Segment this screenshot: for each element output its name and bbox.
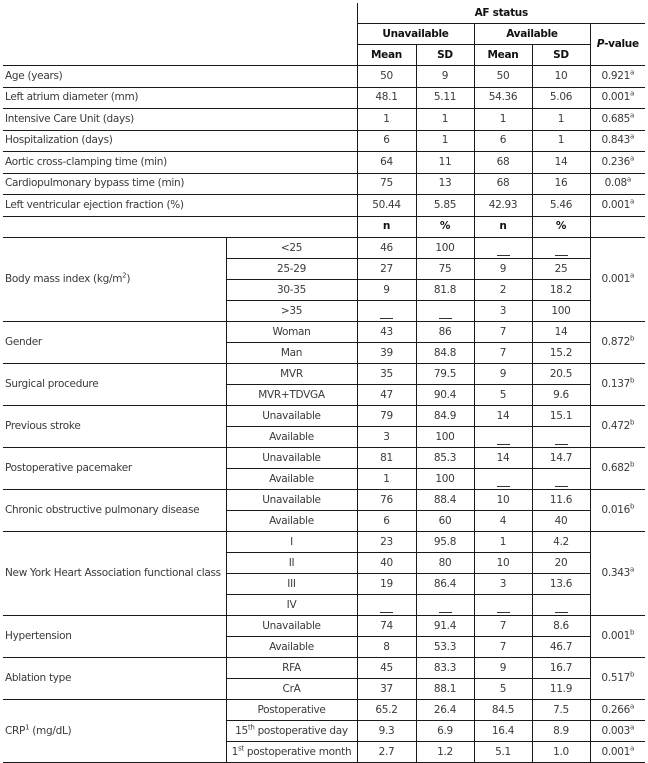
p-value-cell [590, 238, 645, 322]
table-row [3, 66, 645, 88]
p-value: 0.921 [601, 69, 631, 82]
value-cell-a-n: 5.1 [474, 742, 532, 763]
group-label [3, 238, 226, 322]
dash-mark [380, 611, 393, 613]
unavailable-pct-header: % [416, 216, 474, 238]
p-value: 0.016 [601, 504, 630, 516]
group-label-text: Body mass index (kg/m [5, 273, 123, 285]
value-cell-a-pct: 20.5 [532, 364, 590, 385]
value-cell-u-n: 76 [357, 490, 416, 511]
value-cell-u-n: 74 [357, 616, 416, 637]
group-label-text: Surgical procedure [5, 378, 99, 390]
value-cell-u-pct: 86 [416, 322, 474, 343]
value-cell-a-pct: 40 [532, 511, 590, 532]
value-cell-a-n: 7 [474, 322, 532, 343]
value-cell-a-n: 1 [474, 532, 532, 553]
value-cell-u-sd: 5.11 [416, 87, 474, 109]
value-cell-u-pct: 26.4 [416, 700, 474, 721]
p-value: 0.682 [601, 462, 630, 474]
p-value-footnote: a [626, 175, 631, 184]
count-header-row [3, 216, 645, 238]
value-cell-a-pct: 100 [532, 301, 590, 322]
row-label: Aortic cross-clamping time (min) [3, 152, 357, 174]
sub-label: II [226, 553, 357, 574]
value-cell-u-n: 1 [357, 469, 416, 490]
p-value-footnote: b [629, 418, 635, 427]
value-cell-a-n: 3 [474, 574, 532, 595]
group-label-superscript: 1 [25, 723, 30, 731]
sub-label: Woman [226, 322, 357, 343]
sub-label: Unavailable [226, 616, 357, 637]
p-value: 0.003 [601, 724, 631, 737]
value-cell-a-mean: 54.36 [474, 87, 532, 109]
p-value: 0.001 [601, 745, 631, 758]
sub-label: <25 [226, 238, 357, 259]
sub-label: MVR [226, 364, 357, 385]
value-cell-u-sd: 5.85 [416, 195, 474, 217]
pvalue-rest: -value [604, 38, 639, 50]
p-value-footnote: a [630, 132, 635, 141]
value-cell-u-n: 47 [357, 385, 416, 406]
sub-label-ordinal: st [238, 744, 244, 752]
value-cell-a-sd: 16 [532, 173, 590, 195]
sub-label: Available [226, 637, 357, 658]
sub-label: Unavailable [226, 448, 357, 469]
value-cell-u-sd: 13 [416, 173, 474, 195]
table-row [3, 238, 645, 259]
sub-label [226, 742, 357, 763]
sub-label: Unavailable [226, 406, 357, 427]
p-value-footnote: b [629, 460, 635, 469]
p-value-footnote: a [630, 565, 635, 574]
value-cell-u-pct: 1.2 [416, 742, 474, 763]
value-cell-a-n [474, 238, 532, 259]
value-cell-a-n: 14 [474, 448, 532, 469]
p-value-cell [590, 658, 645, 700]
table-row [3, 658, 645, 679]
p-value-footnote: a [630, 89, 635, 98]
value-cell-a-sd: 1 [532, 130, 590, 152]
value-cell-u-n: 27 [357, 259, 416, 280]
p-value-footnote: b [629, 502, 635, 511]
value-cell-u-pct: 100 [416, 469, 474, 490]
dash-mark [380, 317, 393, 319]
value-cell-a-pct: 14.7 [532, 448, 590, 469]
p-value: 0.001 [601, 630, 630, 642]
value-cell-a-pct [532, 469, 590, 490]
sub-label: 25-29 [226, 259, 357, 280]
sub-label-ordinal: th [247, 723, 255, 731]
sub-label [226, 700, 357, 721]
value-cell-a-n: 5 [474, 679, 532, 700]
value-cell-u-sd: 1 [416, 130, 474, 152]
p-value-cell [590, 700, 645, 721]
p-value-footnote: a [630, 197, 635, 206]
value-cell-a-n: 9 [474, 364, 532, 385]
value-cell-u-n: 9 [357, 280, 416, 301]
value-cell-a-n [474, 469, 532, 490]
dash-mark [497, 443, 510, 445]
value-cell-u-n [357, 301, 416, 322]
table-row [3, 130, 645, 152]
value-cell-u-pct: 84.8 [416, 343, 474, 364]
p-value-cell [590, 109, 645, 131]
value-cell-a-pct: 15.2 [532, 343, 590, 364]
value-cell-u-n: 2.7 [357, 742, 416, 763]
value-cell-a-n: 4 [474, 511, 532, 532]
table-row [3, 616, 645, 637]
value-cell-u-pct: 100 [416, 427, 474, 448]
value-cell-u-mean: 64 [357, 152, 416, 174]
group-label [3, 406, 226, 448]
value-cell-a-mean: 42.93 [474, 195, 532, 217]
value-cell-a-n: 16.4 [474, 721, 532, 742]
group-label [3, 700, 226, 763]
value-cell-a-pct: 13.6 [532, 574, 590, 595]
p-value-footnote: a [630, 744, 635, 752]
group-label [3, 364, 226, 406]
group-label-text: Chronic obstructive pulmonary disease [5, 504, 200, 516]
value-cell-a-pct: 14 [532, 322, 590, 343]
group-label-text: New York Heart Association functional class [5, 567, 221, 579]
group-label [3, 658, 226, 700]
value-cell-a-pct [532, 595, 590, 616]
p-value-footnote: a [630, 154, 635, 163]
table-row [3, 152, 645, 174]
p-value-cell [590, 490, 645, 532]
value-cell-a-pct: 18.2 [532, 280, 590, 301]
sub-label: RFA [226, 658, 357, 679]
p-value-cell [590, 322, 645, 364]
sub-label-number: 1 [231, 745, 239, 758]
dash-mark [497, 485, 510, 487]
value-cell-u-n: 19 [357, 574, 416, 595]
table-row [3, 87, 645, 109]
group-label [3, 448, 226, 490]
row-label: Cardiopulmonary bypass time (min) [3, 173, 357, 195]
value-cell-a-pct [532, 238, 590, 259]
value-cell-u-pct: 90.4 [416, 385, 474, 406]
available-sd-header: SD [532, 45, 590, 66]
sub-label: IV [226, 595, 357, 616]
p-value-cell [590, 448, 645, 490]
value-cell-u-sd: 1 [416, 109, 474, 131]
value-cell-a-pct: 9.6 [532, 385, 590, 406]
value-cell-u-n [357, 595, 416, 616]
value-cell-u-pct [416, 301, 474, 322]
row-label: Hospitalization (days) [3, 130, 357, 152]
value-cell-u-n: 23 [357, 532, 416, 553]
sub-label: Available [226, 469, 357, 490]
value-cell-u-n: 6 [357, 511, 416, 532]
value-cell-u-n: 43 [357, 322, 416, 343]
group-label-text: Postoperative pacemaker [5, 462, 132, 474]
value-cell-u-n: 8 [357, 637, 416, 658]
p-value-footnote: b [629, 334, 635, 343]
value-cell-u-n: 9.3 [357, 721, 416, 742]
value-cell-a-pct: 15.1 [532, 406, 590, 427]
value-cell-a-pct: 11.6 [532, 490, 590, 511]
dash-mark [439, 317, 452, 319]
value-cell-a-n: 3 [474, 301, 532, 322]
table-row [3, 700, 645, 721]
dash-mark [497, 611, 510, 613]
table-row [3, 448, 645, 469]
row-label: Age (years) [3, 66, 357, 88]
available-header: Available [474, 24, 590, 45]
group-label [3, 616, 226, 658]
value-cell-u-mean: 6 [357, 130, 416, 152]
value-cell-a-sd: 1 [532, 109, 590, 131]
group-label [3, 532, 226, 616]
value-cell-a-pct: 16.7 [532, 658, 590, 679]
value-cell-a-pct: 1.0 [532, 742, 590, 763]
p-value-cell [590, 721, 645, 742]
value-cell-u-pct: 88.4 [416, 490, 474, 511]
value-cell-a-n: 10 [474, 553, 532, 574]
value-cell-u-n: 46 [357, 238, 416, 259]
row-label: Left ventricular ejection fraction (%) [3, 195, 357, 217]
dash-mark [555, 443, 568, 445]
p-value: 0.08 [604, 177, 627, 190]
value-cell-a-sd: 5.46 [532, 195, 590, 217]
value-cell-u-pct: 88.1 [416, 679, 474, 700]
value-cell-u-pct: 75 [416, 259, 474, 280]
value-cell-u-pct: 95.8 [416, 532, 474, 553]
af-status-header: AF status [357, 3, 645, 24]
available-mean-header: Mean [474, 45, 532, 66]
p-value-cell [590, 87, 645, 109]
p-value: 0.266 [601, 703, 631, 716]
dash-mark [497, 254, 510, 256]
value-cell-a-n: 7 [474, 616, 532, 637]
value-cell-a-sd: 14 [532, 152, 590, 174]
p-value: 0.685 [601, 112, 631, 125]
value-cell-a-mean: 68 [474, 173, 532, 195]
p-value-cell [590, 152, 645, 174]
table-row [3, 364, 645, 385]
value-cell-a-pct [532, 427, 590, 448]
value-cell-u-pct: 6.9 [416, 721, 474, 742]
unavailable-sd-header: SD [416, 45, 474, 66]
value-cell-a-mean: 1 [474, 109, 532, 131]
sub-label-text: Postoperative [257, 703, 326, 716]
sub-label: III [226, 574, 357, 595]
af-status-table [3, 3, 645, 763]
p-value-footnote: b [629, 670, 635, 679]
value-cell-a-pct: 25 [532, 259, 590, 280]
value-cell-a-sd: 10 [532, 66, 590, 88]
unavailable-n-header: n [357, 216, 416, 238]
group-label-suffix: (mg/dL) [29, 724, 72, 737]
value-cell-a-n: 9 [474, 658, 532, 679]
value-cell-u-pct: 85.3 [416, 448, 474, 469]
table-row [3, 322, 645, 343]
p-value: 0.001 [601, 198, 631, 211]
table-row [3, 195, 645, 217]
unavailable-mean-header: Mean [357, 45, 416, 66]
p-value-cell [590, 130, 645, 152]
unavailable-header: Unavailable [357, 24, 474, 45]
table-row [3, 173, 645, 195]
value-cell-u-pct: 53.3 [416, 637, 474, 658]
pvalue-header [590, 24, 645, 66]
value-cell-u-sd: 9 [416, 66, 474, 88]
sub-label: >35 [226, 301, 357, 322]
value-cell-a-pct: 11.9 [532, 679, 590, 700]
row-label: Left atrium diameter (mm) [3, 87, 357, 109]
value-cell-u-pct: 86.4 [416, 574, 474, 595]
value-cell-a-pct: 7.5 [532, 700, 590, 721]
p-value: 0.137 [601, 378, 630, 390]
dash-mark [555, 254, 568, 256]
table-row [3, 490, 645, 511]
value-cell-a-n: 84.5 [474, 700, 532, 721]
p-value: 0.872 [601, 336, 630, 348]
value-cell-a-n: 7 [474, 343, 532, 364]
p-value-cell [590, 406, 645, 448]
group-label [3, 490, 226, 532]
sub-label: I [226, 532, 357, 553]
value-cell-a-mean: 50 [474, 66, 532, 88]
table-row [3, 109, 645, 131]
sub-label: CrA [226, 679, 357, 700]
value-cell-u-mean: 1 [357, 109, 416, 131]
dash-mark [439, 611, 452, 613]
value-cell-u-mean: 48.1 [357, 87, 416, 109]
value-cell-a-pct: 8.9 [532, 721, 590, 742]
value-cell-a-n: 7 [474, 637, 532, 658]
header-row-group [3, 3, 645, 24]
value-cell-u-n: 3 [357, 427, 416, 448]
p-value-cell [590, 195, 645, 217]
row-label: Intensive Care Unit (days) [3, 109, 357, 131]
group-label-superscript: 2 [122, 271, 127, 280]
dash-mark [555, 485, 568, 487]
value-cell-u-mean: 75 [357, 173, 416, 195]
group-label-suffix: ) [126, 273, 131, 285]
sub-label: MVR+TDVGA [226, 385, 357, 406]
value-cell-u-pct [416, 595, 474, 616]
value-cell-u-pct: 84.9 [416, 406, 474, 427]
value-cell-u-n: 79 [357, 406, 416, 427]
sub-label: Available [226, 427, 357, 448]
sub-label: 30-35 [226, 280, 357, 301]
value-cell-a-n [474, 427, 532, 448]
group-label-text: Gender [5, 336, 42, 348]
count-header-pvalue-blank [590, 216, 645, 238]
p-value-footnote: a [630, 271, 635, 280]
p-value-cell [590, 66, 645, 88]
value-cell-u-n: 65.2 [357, 700, 416, 721]
p-value-footnote: b [629, 628, 635, 637]
count-header-blank [3, 216, 357, 238]
table-body [3, 66, 645, 763]
sub-label: Man [226, 343, 357, 364]
value-cell-a-sd: 5.06 [532, 87, 590, 109]
header-blank-cell [3, 3, 357, 66]
value-cell-a-n [474, 595, 532, 616]
value-cell-u-mean: 50 [357, 66, 416, 88]
p-value-cell [590, 616, 645, 658]
value-cell-u-n: 37 [357, 679, 416, 700]
value-cell-u-n: 45 [357, 658, 416, 679]
group-label [3, 322, 226, 364]
value-cell-u-pct: 80 [416, 553, 474, 574]
p-value-footnote: a [630, 68, 635, 77]
p-value-footnote: b [629, 376, 635, 385]
table-row [3, 406, 645, 427]
p-value: 0.517 [601, 672, 630, 684]
p-value: 0.472 [601, 420, 630, 432]
value-cell-a-n: 2 [474, 280, 532, 301]
value-cell-u-n: 39 [357, 343, 416, 364]
value-cell-a-n: 14 [474, 406, 532, 427]
value-cell-u-sd: 11 [416, 152, 474, 174]
group-label-text: Hypertension [5, 630, 72, 642]
value-cell-a-pct: 4.2 [532, 532, 590, 553]
available-n-header: n [474, 216, 532, 238]
sub-label-number: 15 [235, 724, 248, 737]
p-value: 0.001 [601, 91, 631, 104]
sub-label: Unavailable [226, 490, 357, 511]
value-cell-u-n: 81 [357, 448, 416, 469]
value-cell-a-n: 10 [474, 490, 532, 511]
value-cell-a-pct: 20 [532, 553, 590, 574]
value-cell-a-mean: 68 [474, 152, 532, 174]
value-cell-u-pct: 83.3 [416, 658, 474, 679]
p-value-footnote: a [630, 702, 635, 710]
value-cell-a-n: 9 [474, 259, 532, 280]
p-value-cell [590, 173, 645, 195]
group-label-text: Ablation type [5, 672, 72, 684]
p-value-cell [590, 742, 645, 763]
value-cell-a-n: 5 [474, 385, 532, 406]
dash-mark [555, 611, 568, 613]
group-label-text: Previous stroke [5, 420, 81, 432]
sub-label-text: postoperative month [243, 745, 352, 758]
value-cell-u-pct: 79.5 [416, 364, 474, 385]
p-value-footnote: a [630, 723, 635, 731]
p-value: 0.343 [601, 567, 631, 579]
p-value: 0.236 [601, 155, 631, 168]
pvalue-p: P [596, 38, 605, 50]
value-cell-u-mean: 50.44 [357, 195, 416, 217]
value-cell-u-pct: 100 [416, 238, 474, 259]
sub-label: Available [226, 511, 357, 532]
value-cell-u-pct: 81.8 [416, 280, 474, 301]
value-cell-a-mean: 6 [474, 130, 532, 152]
group-label-text: CRP [5, 724, 26, 737]
value-cell-a-pct: 46.7 [532, 637, 590, 658]
p-value-footnote: a [630, 111, 635, 120]
value-cell-u-pct: 60 [416, 511, 474, 532]
sub-label [226, 721, 357, 742]
value-cell-u-n: 40 [357, 553, 416, 574]
p-value: 0.001 [601, 273, 631, 285]
p-value-cell [590, 532, 645, 616]
value-cell-a-pct: 8.6 [532, 616, 590, 637]
value-cell-u-pct: 91.4 [416, 616, 474, 637]
p-value: 0.843 [601, 134, 631, 147]
available-pct-header: % [532, 216, 590, 238]
value-cell-u-n: 35 [357, 364, 416, 385]
table-row [3, 532, 645, 553]
p-value-cell [590, 364, 645, 406]
sub-label-text: postoperative day [254, 724, 348, 737]
